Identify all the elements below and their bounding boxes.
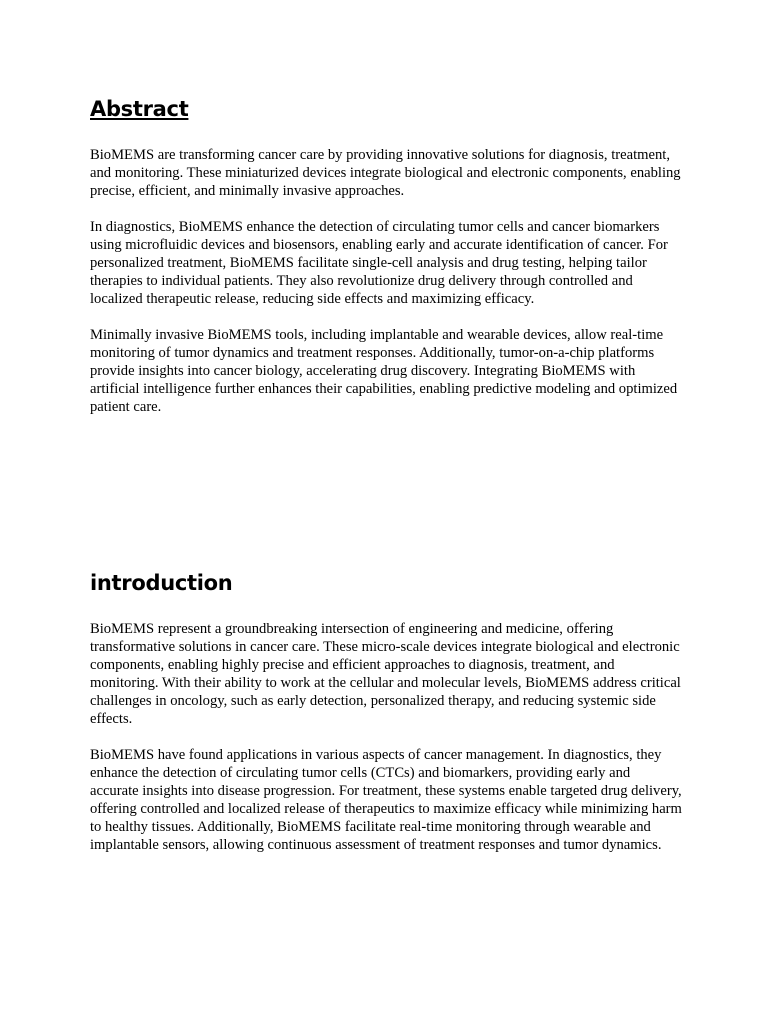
abstract-heading: Abstract: [90, 97, 189, 121]
abstract-paragraph-1: BioMEMS are transforming cancer care by providing innovative solutions for diagnosis, treatment, and monitoring. These miniaturized devices integrate biological and electronic components, enabling precise, efficient, and minimally invasive approaches.: [90, 147, 681, 199]
introduction-paragraph-2: BioMEMS have found applications in various aspects of cancer management. In diagnostics, they enhance the detection of circulating tumor cells (CTCs) and biomarkers, providing early and accurate insights into disease progression. For treatment, these systems enable targeted drug delivery, offering controlled and localized release of therapeutics to maximize efficacy while minimizing harm to healthy tissues. Additionally, BioMEMS facilitate real-time monitoring through wearable and implantable sensors, allowing continuous assessment of treatment responses and tumor dynamics.: [90, 747, 682, 853]
abstract-paragraph-2: In diagnostics, BioMEMS enhance the detection of circulating tumor cells and cancer biomarkers using microfluidic devices and biosensors, enabling early and accurate identification of cancer. For personalized treatment, BioMEMS facilitate single-cell analysis and drug testing, helping tailor therapies to individual patients. They also revolutionize drug delivery through controlled and localized therapeutic release, reducing side effects and maximizing efficacy.: [90, 219, 668, 307]
abstract-section: [90, 94, 682, 434]
introduction-paragraph-1: BioMEMS represent a groundbreaking intersection of engineering and medicine, offering transformative solutions in cancer care. These micro-scale devices integrate biological and electronic components, enabling highly precise and efficient approaches to diagnosis, treatment, and monitoring. With their ability to work at the cellular and molecular levels, BioMEMS address critical challenges in oncology, such as early detection, personalized therapy, and reducing systemic side effects.: [90, 621, 681, 727]
abstract-paragraph-3: Minimally invasive BioMEMS tools, including implantable and wearable devices, allow real-time monitoring of tumor dynamics and treatment responses. Additionally, tumor-on-a-chip platforms provide insights into cancer biology, accelerating drug discovery. Integrating BioMEMS with artificial intelligence further enhances their capabilities, enabling predictive modeling and optimized patient care.: [90, 327, 678, 415]
introduction-heading: introduction: [90, 571, 233, 595]
introduction-section: [90, 568, 682, 872]
